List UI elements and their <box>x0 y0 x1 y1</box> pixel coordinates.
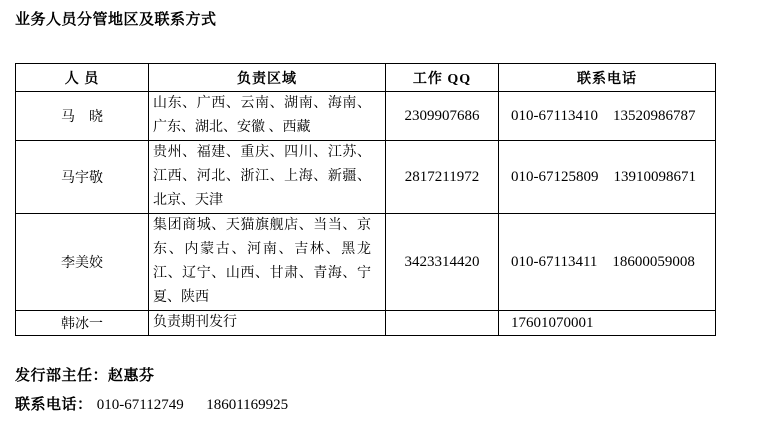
table-row <box>16 311 716 336</box>
cell-region: 负责期刊发行 <box>149 311 386 336</box>
header-phone: 联系电话 <box>499 64 716 92</box>
header-region: 负责区域 <box>149 64 386 92</box>
cell-name: 马 晓 <box>16 92 149 141</box>
page-title: 业务人员分管地区及联系方式 <box>15 12 217 28</box>
cell-region: 集团商城、天猫旗舰店、当当、京东、内蒙古、河南、吉林、黑龙江、辽宁、山西、甘肃、青海、宁夏、陕西 <box>149 214 386 311</box>
table-header-row <box>16 64 716 92</box>
cell-region: 山东、广西、云南、湖南、海南、广东、湖北、安徽 、西藏 <box>149 92 386 141</box>
cell-qq: 2817211972 <box>386 141 499 214</box>
header-work-qq: 工作 QQ <box>386 64 499 92</box>
cell-name: 韩冰一 <box>16 311 149 336</box>
contact-phone-line <box>15 395 757 415</box>
table-row <box>16 214 716 311</box>
cell-phone: 010-67113411 18600059008 <box>499 214 716 311</box>
director-line: 发行部主任：赵惠芬 <box>15 368 155 384</box>
cell-phone: 010-67125809 13910098671 <box>499 141 716 214</box>
cell-name: 马宇敬 <box>16 141 149 214</box>
contact-phone-numbers: 010-67112749 18601169925 <box>96 397 289 413</box>
footer <box>15 366 757 415</box>
cell-qq: 2309907686 <box>386 92 499 141</box>
cell-phone: 010-67113410 13520986787 <box>499 92 716 141</box>
cell-qq: 3423314420 <box>386 214 499 311</box>
contact-table <box>15 63 716 336</box>
table-row <box>16 92 716 141</box>
cell-qq <box>386 311 499 336</box>
contact-phone-label: 联系电话： <box>15 397 97 413</box>
cell-name: 李美姣 <box>16 214 149 311</box>
header-personnel: 人 员 <box>16 64 149 92</box>
cell-phone: 17601070001 <box>499 311 716 336</box>
cell-region: 贵州、福建、重庆、四川、江苏、江西、河北、浙江、上海、新疆、北京、天津 <box>149 141 386 214</box>
table-row <box>16 141 716 214</box>
